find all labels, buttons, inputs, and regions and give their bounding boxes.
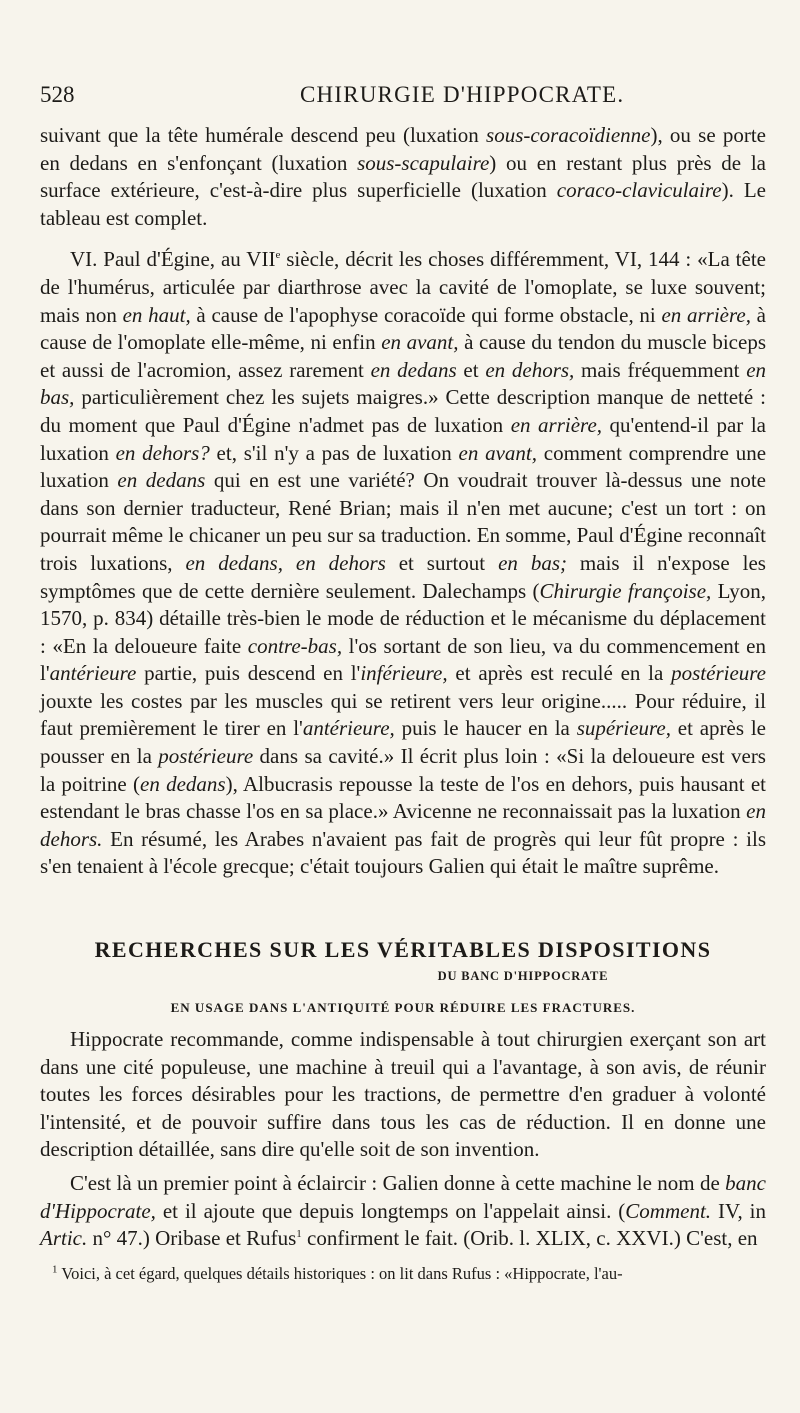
text-run: comment comprendre une luxation [40, 440, 767, 493]
text-run: Hippocrate recommande, comme indispensable à tout chirurgien exerçant son art dans une cité populeuse, une machine à treuil qui a l'avantage, à son avis, de réunir toutes les forces désirables pour les tractions, de permettre d'en graduer à volonté l'intensité, et de pouvoir suffire dans tous les cas de réduction. Il en donne une description détaillée, sans dire qu'elle soit de son invention. [40, 1027, 766, 1162]
text-run: ), Albucrasis repousse la teste de l'os en dehors, puis hausant et estendant le bras chasse l'os en sa place.» Avicenne ne reconnaissait pas la luxation [40, 771, 766, 824]
italic-run: en avant, [458, 440, 538, 465]
paragraph-1 [40, 122, 766, 232]
page-number: 528 [40, 82, 75, 107]
text-run: à cause de l'apophyse coracoïde qui forme obstacle, ni [190, 302, 662, 327]
superscript-run: 1 [296, 1228, 302, 1241]
italic-run: Chirurgie françoise, [539, 578, 712, 603]
text-run: et après le pousser en la [40, 716, 767, 769]
text-run: C'est là un premier point à éclaircir : Galien donne à cette machine le nom de [70, 1171, 726, 1195]
text-run: En résumé, les Arabes n'avaient pas fait de progrès qui leur fût propre : ils s'en tenaient à l'école grecque; c'était toujours Galien qui était le maître suprême. [40, 826, 766, 879]
italic-run: supérieure, [576, 716, 671, 741]
text-run: dans sa cavité.» Il écrit plus loin : «Si la deloueure est vers la poitrine ( [40, 744, 766, 796]
italic-run: en dedans [370, 357, 457, 382]
text-run: particulièrement chez les sujets maigres.» Cette description manque de netteté : du moment que Paul d'Égine n'admet pas de luxation [40, 385, 766, 437]
text-run: jouxte les costes par les muscles qui se retirent vers leur origine..... Pour réduire, il faut premièrement le tirer en l' [40, 688, 766, 741]
italic-run: en haut, [122, 302, 191, 327]
text-run: Lyon, 1570, p. 834) détaille très-bien le mode de réduction et le mécanisme du déplacement : «En la deloueure faite [40, 578, 767, 658]
text-run: et il ajoute que depuis longtemps on l'appelait ainsi. ( [155, 1198, 626, 1223]
paragraph-3 [40, 1026, 766, 1164]
italic-run: contre-bas, [247, 633, 343, 658]
italic-run: inférieure, [360, 661, 448, 686]
text-run: ). Le tableau est complet. [40, 178, 766, 230]
text-run: n° 47.) Oribase et Rufus [87, 1226, 297, 1251]
running-title: CHIRURGIE D'HIPPOCRATE. [300, 82, 625, 107]
text-run: qui en est une variété? On voudrait trouver là-dessus une note dans son dernier traducteur, René Brian; mais il n'en met aucune; c'est un tort : on pourrait même le chicaner un peu sur sa traduction. En somme, Paul d'Égine reconnaît trois luxations, [40, 468, 766, 575]
italic-run: coraco-claviculaire [556, 178, 722, 203]
italic-run: Comment. [625, 1198, 712, 1223]
italic-run: antérieure, [302, 716, 395, 741]
section-title: RECHERCHES SUR LES VÉRITABLES DISPOSITIONS [94, 937, 712, 963]
text-run: ) ou en restant plus près de la surface extérieure, c'est-à-dire plus superficielle (luxation [40, 150, 766, 203]
italic-run: en bas; [498, 550, 567, 575]
text-run: Voici, à cet égard, quelques détails historiques : on lit dans Rufus : «Hippocrate, l'au- [57, 1263, 623, 1283]
text-run: ), ou se porte en dedans en s'enfonçant (luxation [40, 123, 766, 175]
text-run: mais fréquemment [574, 357, 747, 382]
text-run: l'os sortant de son lieu, va du commencement en l' [40, 633, 766, 686]
italic-run: postérieure [158, 744, 254, 769]
text-run: qu'entend-il par la luxation [40, 412, 766, 465]
text-run: à cause du tendon du muscle biceps et aussi de l'acromion, assez rarement [40, 330, 766, 382]
text-run: et, s'il n'y a pas de luxation [209, 440, 459, 465]
text-run: partie, puis descend en l' [136, 661, 361, 686]
text-run: et après est reculé en la [447, 661, 672, 686]
italic-run: Artic. [40, 1226, 88, 1251]
text-run: confirment le fait. (Orib. l. XLIX, c. XXVI.) C'est, en [301, 1226, 758, 1251]
text-run: VI. Paul d'Égine, au VII [70, 247, 276, 272]
paragraph-2 [40, 246, 766, 881]
superscript-run: e [275, 249, 281, 262]
italic-run: en dedans [140, 771, 226, 796]
italic-run: en avant, [381, 330, 459, 355]
italic-run: en arrière, [661, 302, 751, 327]
superscript-run: 1 [52, 1263, 58, 1276]
text-run: à cause de l'omoplate elle-même, ni enfin [40, 302, 766, 355]
text-run: mais il n'expose les symptômes que de cette dernière seulement. Dalechamps ( [40, 550, 766, 603]
text-run: IV, in [711, 1198, 766, 1223]
text-run: siècle, décrit les choses différemment, VI, 144 : «La tête de l'humérus, articulée par diarthrose avec la cavité de l'omoplate, se luxe souvent; mais non [40, 247, 766, 327]
italic-run: en dehors, [485, 357, 575, 382]
text-run: suivant que la tête humérale descend peu (luxation [40, 123, 487, 147]
italic-run: en arrière, [510, 412, 603, 437]
italic-run: en dedans, en dehors [185, 550, 386, 575]
section-subtitle-2: EN USAGE DANS L'ANTIQUITÉ POUR RÉDUIRE LES FRACTURES. [170, 1000, 636, 1016]
body-text [40, 122, 766, 1253]
section-subtitle-1: DU BANC D'HIPPOCRATE [437, 969, 609, 984]
running-head [40, 82, 766, 122]
paragraph-4 [40, 1170, 766, 1253]
italic-run: en dehors. [40, 799, 766, 851]
text-run: et surtout [385, 550, 499, 575]
italic-run: sous-coracoïdienne [486, 123, 651, 147]
text-run: et [456, 357, 486, 382]
italic-run: sous-scapulaire [357, 150, 490, 175]
italic-run: antérieure [49, 661, 137, 686]
italic-run: en dehors? [115, 440, 210, 465]
footnote [40, 1263, 766, 1285]
text-run: puis le haucer en la [394, 716, 577, 741]
italic-run: postérieure [671, 661, 766, 686]
italic-run: en dedans [117, 468, 206, 493]
italic-run: banc d'Hippocrate, [40, 1171, 766, 1223]
italic-run: en bas, [40, 357, 767, 410]
